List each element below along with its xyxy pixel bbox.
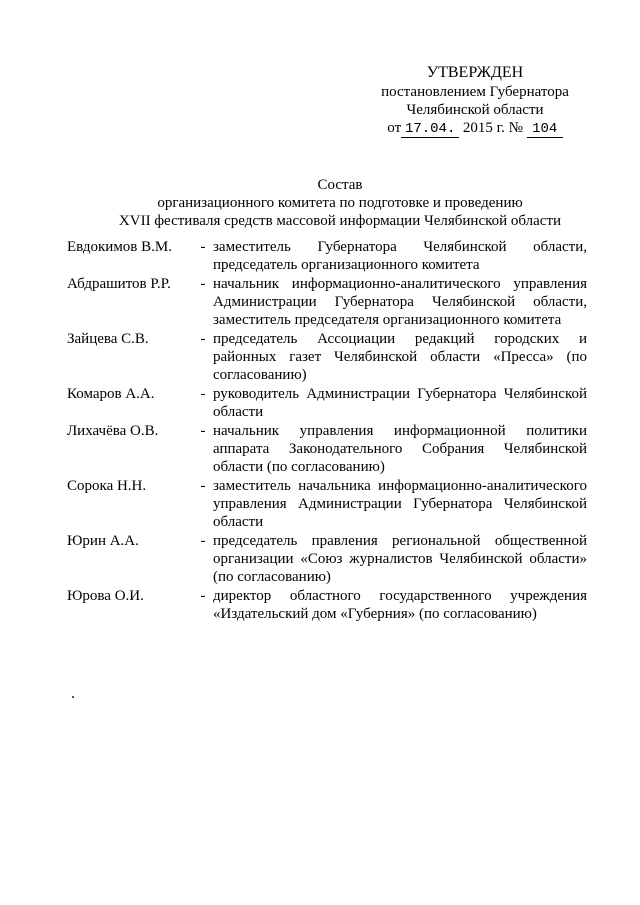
member-role: заместитель Губернатора Челябинской области, председатель организационного комитета (213, 239, 587, 273)
document-title (60, 176, 620, 230)
member-dash: - (200, 533, 206, 549)
member-dash: - (200, 276, 206, 292)
member-name: Сорока Н.Н. (67, 478, 147, 494)
member-name: Юрова О.И. (67, 588, 144, 604)
approval-date-row (360, 119, 590, 138)
member-row (67, 275, 587, 329)
members-list (67, 238, 587, 624)
title-line-2: организационного комитета по подготовке и проведению (157, 195, 523, 211)
member-name: Абдрашитов Р.Р. (67, 276, 171, 292)
member-row (67, 587, 587, 623)
member-dash: - (200, 588, 206, 604)
member-row (67, 477, 587, 531)
member-name: Юрин А.А. (67, 533, 139, 549)
member-row (67, 330, 587, 384)
title-line-3: XVII фестиваля средств массовой информации Челябинской области (118, 213, 562, 229)
member-role: председатель правления региональной общественной организации «Союз журналистов Челябинской области» (по согласованию) (213, 533, 587, 585)
approval-heading: УТВЕРЖДЕН (426, 64, 524, 81)
member-row (67, 532, 587, 586)
member-role: директор областного государственного учреждения «Издательский дом «Губерния» (по согласованию) (213, 588, 587, 622)
approval-line-1: постановлением Губернатора (381, 84, 569, 100)
member-row (67, 238, 587, 274)
member-role: начальник информационно-аналитического управления Администрации Губернатора Челябинской области, заместитель председателя организационного комитета (213, 276, 587, 328)
member-role: заместитель начальника информационно-аналитического управления Администрации Губернатора Челябинской области (213, 478, 587, 530)
member-row (67, 385, 587, 421)
title-line-1: Состав (317, 177, 363, 193)
member-role: руководитель Администрации Губернатора Челябинской области (213, 386, 587, 420)
member-dash: - (200, 478, 206, 494)
approval-stamp-block (360, 64, 590, 138)
member-name: Лихачёва О.В. (67, 423, 159, 439)
member-name: Евдокимов В.М. (67, 239, 172, 255)
member-name: Зайцева С.В. (67, 331, 149, 347)
approval-line-2: Челябинской области (406, 102, 544, 118)
member-role: председатель Ассоциации редакций городских и районных газет Челябинской области «Пресса» (по согласованию) (213, 331, 587, 383)
member-dash: - (200, 239, 206, 255)
member-row (67, 422, 587, 476)
date-prefix: от (387, 120, 402, 136)
scan-speck (72, 696, 74, 698)
member-dash: - (200, 423, 206, 439)
member-role: начальник управления информационной политики аппарата Законодательного Собрания Челябинской области (по согласованию) (213, 423, 587, 475)
approval-number-field: 104 (527, 122, 563, 138)
year-text: 2015 г. № (462, 120, 523, 136)
member-name: Комаров А.А. (67, 386, 155, 402)
approval-date-field: 17.04. (401, 122, 459, 138)
member-dash: - (200, 331, 206, 347)
member-dash: - (200, 386, 206, 402)
